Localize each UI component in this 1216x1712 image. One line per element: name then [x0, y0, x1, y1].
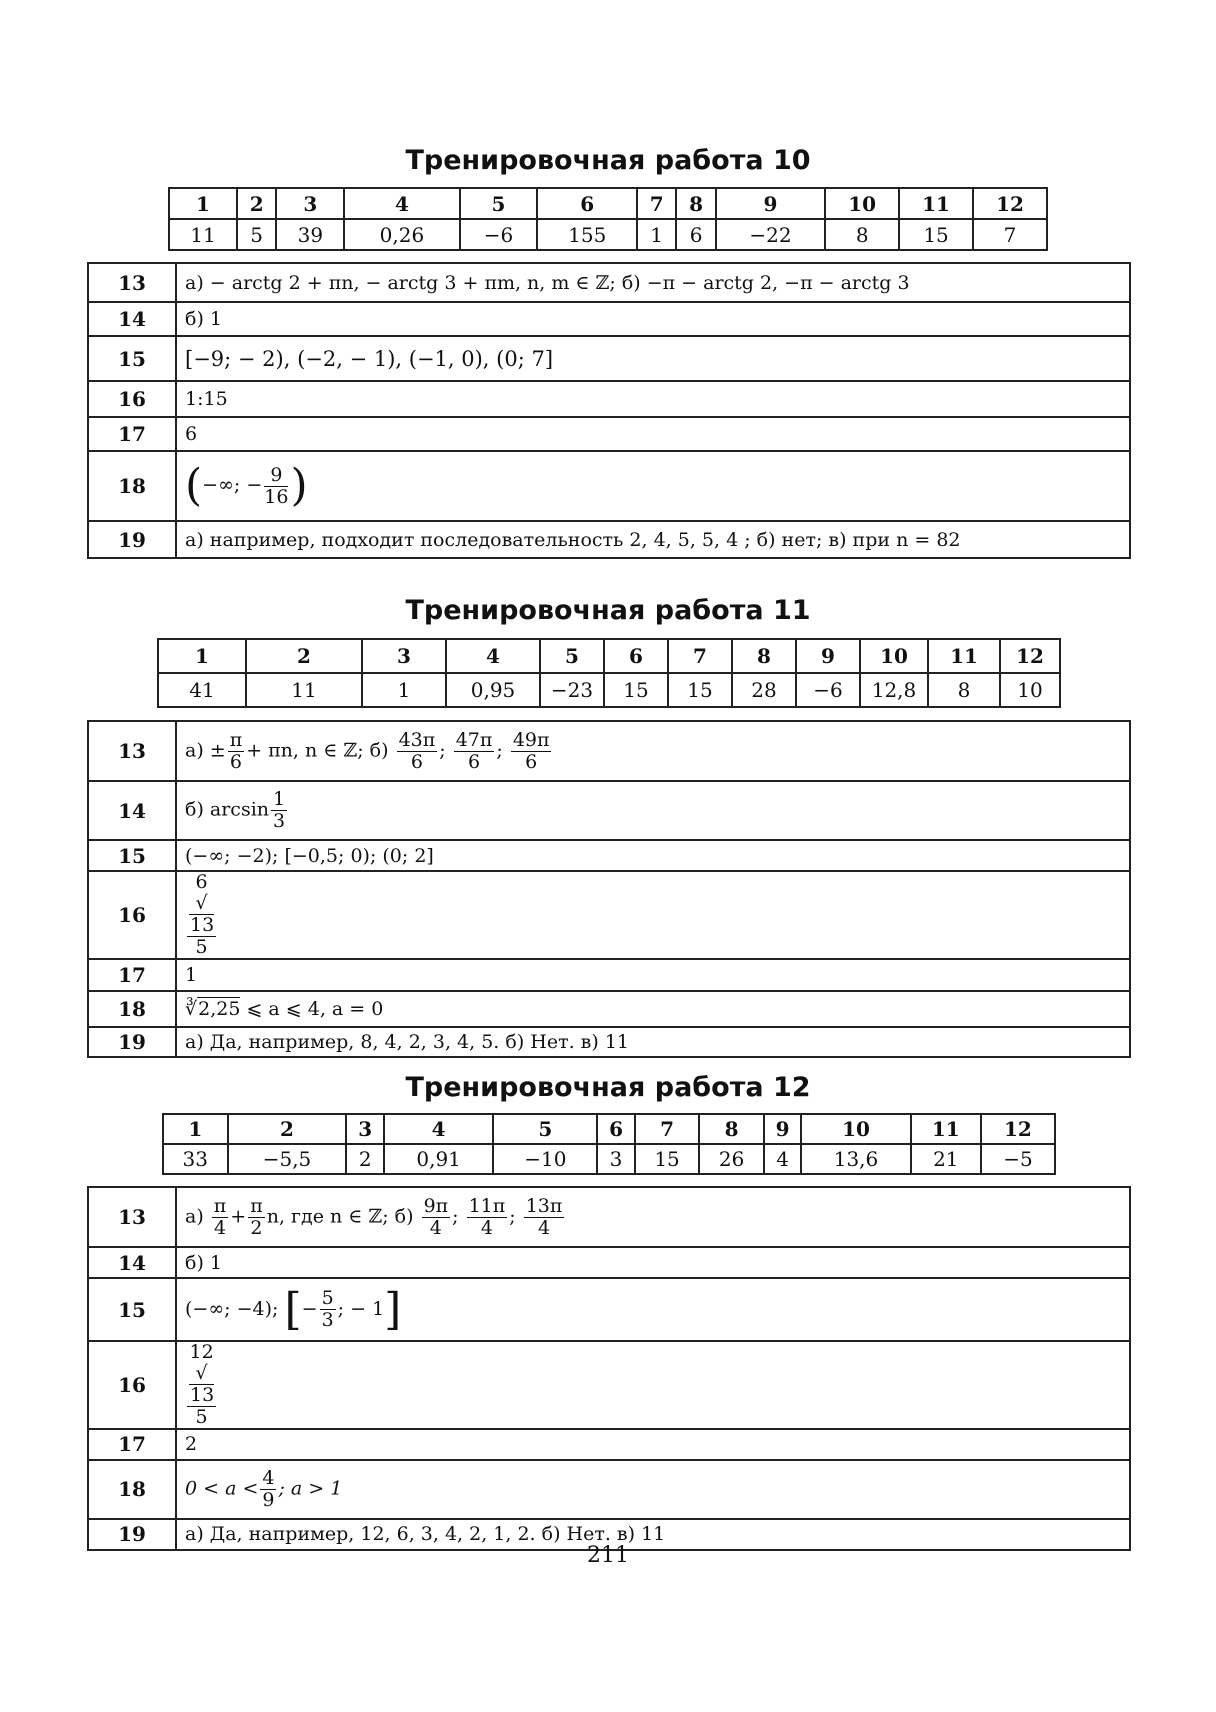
work-12-short-answers — [162, 1113, 1056, 1175]
answer: 6 — [676, 219, 715, 250]
answer-text: а) Да, например, 12, 6, 3, 4, 2, 1, 2. б) Нет. в) 11 — [176, 1519, 1130, 1550]
q-num: 11 — [911, 1114, 981, 1144]
q-num: 2 — [228, 1114, 347, 1144]
q-num: 10 — [801, 1114, 910, 1144]
q-num: 3 — [346, 1114, 383, 1144]
q-num: 10 — [860, 639, 928, 673]
row-number: 16 — [88, 1341, 176, 1429]
row-number: 16 — [88, 871, 176, 959]
q-num: 12 — [973, 188, 1047, 219]
answer-cell: 0 < a < $\frac{4}{9}$ ; a > 1 — [176, 1460, 1130, 1519]
answer-cell: ∛2,25 ⩽ a ⩽ 4, a = 0 — [176, 991, 1130, 1027]
row-number: 19 — [88, 521, 176, 558]
answer-text: 2 — [176, 1429, 1130, 1460]
answer-row — [88, 991, 1130, 1027]
answer: 26 — [699, 1144, 764, 1174]
answer-text: а) например, подходит последовательность 2, 4, 5, 5, 4 ; б) нет; в) при n = 82 — [176, 521, 1130, 558]
fraction: $\frac{1}{3}$ — [273, 788, 286, 832]
answer: 41 — [158, 673, 246, 707]
answer: 4 — [764, 1144, 801, 1174]
q-num: 9 — [716, 188, 825, 219]
fraction: $\frac{9\pi}{4}$ — [423, 1194, 449, 1239]
row-number: 13 — [88, 721, 176, 781]
answer: 12,8 — [860, 673, 928, 707]
q-num: 6 — [537, 188, 636, 219]
answer-text: 1 — [176, 959, 1130, 991]
q-num: 4 — [384, 1114, 493, 1144]
row-number: 14 — [88, 302, 176, 336]
answer-row — [88, 1460, 1130, 1519]
answer: −6 — [796, 673, 860, 707]
answer-row — [88, 1247, 1130, 1278]
q-num: 6 — [604, 639, 668, 673]
answer: −5 — [981, 1144, 1055, 1174]
answer: 11 — [246, 673, 362, 707]
q-num: 8 — [732, 639, 796, 673]
answer: 33 — [163, 1144, 228, 1174]
answer-text: а) Да, например, 8, 4, 2, 3, 4, 5. б) Нет. в) 11 — [176, 1027, 1130, 1057]
q-num: 7 — [637, 188, 676, 219]
answer: 3 — [597, 1144, 634, 1174]
answer: 155 — [537, 219, 636, 250]
work-11-long-answers — [87, 720, 1131, 1058]
answer: −6 — [460, 219, 538, 250]
row-number: 18 — [88, 991, 176, 1027]
answer-row — [88, 302, 1130, 336]
answer: 11 — [169, 219, 237, 250]
answer: 0,26 — [344, 219, 459, 250]
answer: 21 — [911, 1144, 981, 1174]
fraction: $\frac{9}{16}$ — [264, 463, 289, 508]
row-number: 19 — [88, 1519, 176, 1550]
answer: 8 — [825, 219, 899, 250]
answer: 28 — [732, 673, 796, 707]
answer-row — [88, 1187, 1130, 1247]
q-num: 7 — [635, 1114, 700, 1144]
answer: 8 — [928, 673, 1000, 707]
q-num: 11 — [899, 188, 973, 219]
row-number: 18 — [88, 1460, 176, 1519]
row-number: 13 — [88, 263, 176, 302]
answer: 15 — [899, 219, 973, 250]
work-10-long-answers — [87, 262, 1131, 559]
answer: 15 — [604, 673, 668, 707]
q-num: 1 — [158, 639, 246, 673]
question-numbers-row — [163, 1114, 1055, 1144]
q-num: 5 — [493, 1114, 597, 1144]
answer-row — [88, 781, 1130, 840]
answer-row — [88, 1341, 1130, 1429]
answer: 39 — [276, 219, 344, 250]
row-number: 16 — [88, 381, 176, 417]
close-paren: ) — [290, 460, 308, 511]
answer-row — [88, 417, 1130, 451]
answer: 7 — [973, 219, 1047, 250]
q-num: 5 — [540, 639, 604, 673]
answer-row — [88, 840, 1130, 871]
answer-cell — [176, 451, 1130, 521]
fraction: $\frac{13\pi}{4}$ — [525, 1194, 563, 1239]
answer-cell — [176, 871, 1130, 959]
row-number: 17 — [88, 417, 176, 451]
work-11-title: Тренировочная работа 11 — [405, 595, 811, 626]
work-11-short-answers — [157, 638, 1061, 708]
answer-text: [−9; − 2), (−2, − 1), (−1, 0), (0; 7] — [176, 336, 1130, 381]
q-num: 10 — [825, 188, 899, 219]
q-num: 12 — [981, 1114, 1055, 1144]
answer: 0,95 — [446, 673, 540, 707]
q-num: 3 — [276, 188, 344, 219]
q-num: 2 — [237, 188, 276, 219]
fraction: 12 √ 13 5 — [187, 1342, 216, 1428]
q-num: 4 — [344, 188, 459, 219]
answer: 15 — [668, 673, 732, 707]
answer-cell: а) $\frac{\pi}{4}$ + $\frac{\pi}{2}$ n, где n ∈ ℤ; б) $\frac{9\pi}{4}$ ; $\frac{11\pi}{4}$ ; $\frac{13\pi}{4}$ — [176, 1187, 1130, 1247]
q-num: 1 — [169, 188, 237, 219]
question-numbers-row — [169, 188, 1047, 219]
fraction: 6 √ 13 5 — [187, 872, 216, 958]
row-number: 14 — [88, 1247, 176, 1278]
fraction: $\frac{43\pi}{6}$ — [398, 728, 436, 773]
answer-text: а) − arctg 2 + πn, − arctg 3 + πm, n, m ∈ ℤ; б) −π − arctg 2, −π − arctg 3 — [176, 263, 1130, 302]
q-num: 5 — [460, 188, 538, 219]
answer: 1 — [362, 673, 446, 707]
row-number: 18 — [88, 451, 176, 521]
close-bracket: ] — [384, 1283, 402, 1335]
answer-row — [88, 336, 1130, 381]
row-number: 15 — [88, 840, 176, 871]
q-num: 11 — [928, 639, 1000, 673]
answer: −5,5 — [228, 1144, 347, 1174]
fraction: $\frac{11\pi}{4}$ — [468, 1194, 506, 1239]
page-number: 211 — [587, 1543, 629, 1568]
answers-row — [163, 1144, 1055, 1174]
row-number: 15 — [88, 1278, 176, 1341]
row-number: 14 — [88, 781, 176, 840]
row-number: 17 — [88, 959, 176, 991]
q-num: 4 — [446, 639, 540, 673]
open-bracket: [ — [284, 1283, 302, 1335]
q-num: 9 — [796, 639, 860, 673]
answer-text: б) 1 — [176, 302, 1130, 336]
answer: 10 — [1000, 673, 1060, 707]
answer: 15 — [635, 1144, 700, 1174]
answer-row — [88, 381, 1130, 417]
row-number: 15 — [88, 336, 176, 381]
answer-row — [88, 521, 1130, 558]
answer: 1 — [637, 219, 676, 250]
answer-row — [88, 1429, 1130, 1460]
question-numbers-row — [158, 639, 1060, 673]
interval-text: −∞; − — [202, 474, 263, 496]
answer: 5 — [237, 219, 276, 250]
fraction: $\frac{49\pi}{6}$ — [512, 728, 550, 773]
q-num: 6 — [597, 1114, 634, 1144]
answer-cell: а) ± $\frac{\pi}{6}$ + πn, n ∈ ℤ; б) $\frac{43\pi}{6}$ ; $\frac{47\pi}{6}$ ; $\frac{49\pi}{6}$ — [176, 721, 1130, 781]
fraction: $\frac{4}{9}$ — [262, 1466, 275, 1511]
answer: −22 — [716, 219, 825, 250]
answer-row — [88, 959, 1130, 991]
answer: −23 — [540, 673, 604, 707]
fraction: $\frac{\pi}{6}$ — [229, 728, 243, 773]
row-number: 19 — [88, 1027, 176, 1057]
fraction: $\frac{\pi}{4}$ — [213, 1194, 227, 1239]
q-num: 7 — [668, 639, 732, 673]
q-num: 9 — [764, 1114, 801, 1144]
work-10-short-answers — [168, 187, 1048, 251]
answers-row — [169, 219, 1047, 250]
answer-row — [88, 1278, 1130, 1341]
answer: 0,91 — [384, 1144, 493, 1174]
answer-text: 1:15 — [176, 381, 1130, 417]
work-10-title: Тренировочная работа 10 — [405, 145, 811, 176]
answer-cell: (−∞; −4); [− $\frac{5}{3}$ ; − 1] — [176, 1278, 1130, 1341]
q-num: 8 — [676, 188, 715, 219]
answer-cell: б) arcsin $\frac{1}{3}$ — [176, 781, 1130, 840]
answers-row — [158, 673, 1060, 707]
answer: −10 — [493, 1144, 597, 1174]
row-number: 17 — [88, 1429, 176, 1460]
answer-text: 6 — [176, 417, 1130, 451]
answer-row — [88, 1027, 1130, 1057]
work-12-long-answers — [87, 1186, 1131, 1551]
answer-row — [88, 263, 1130, 302]
q-num: 2 — [246, 639, 362, 673]
answer: 13,6 — [801, 1144, 910, 1174]
open-paren: ( — [185, 460, 203, 511]
answer-cell — [176, 1341, 1130, 1429]
row-number: 13 — [88, 1187, 176, 1247]
answer: 2 — [346, 1144, 383, 1174]
answer-row — [88, 451, 1130, 521]
fraction: $\frac{5}{3}$ — [321, 1287, 334, 1331]
answer-row — [88, 721, 1130, 781]
answer-text: (−∞; −2); [−0,5; 0); (0; 2] — [176, 840, 1130, 871]
answer-text: б) 1 — [176, 1247, 1130, 1278]
answer-row — [88, 871, 1130, 959]
fraction: $\frac{\pi}{2}$ — [250, 1194, 263, 1239]
q-num: 8 — [699, 1114, 764, 1144]
q-num: 3 — [362, 639, 446, 673]
fraction: $\frac{47\pi}{6}$ — [455, 728, 493, 773]
work-12-title: Тренировочная работа 12 — [405, 1072, 811, 1103]
q-num: 1 — [163, 1114, 228, 1144]
q-num: 12 — [1000, 639, 1060, 673]
